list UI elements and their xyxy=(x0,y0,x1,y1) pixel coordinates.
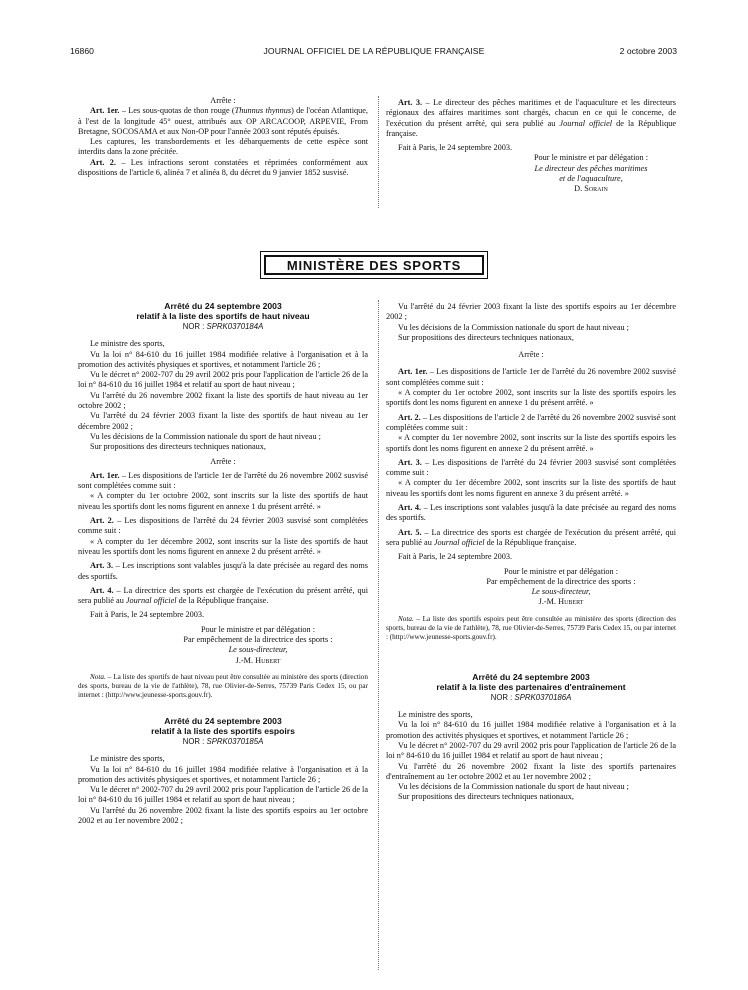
arrete1-sig-1: Pour le ministre et par délégation : xyxy=(200,624,316,634)
arrete3-p1: Le ministre des sports, xyxy=(398,710,473,720)
arrete2-p5: Vu l'arrêté du 24 février 2003 fixant la liste des sportifs espoirs au 1er décembre 2002 ; xyxy=(386,302,676,322)
arrete3-p2: Vu la loi n° 84-610 du 16 juillet 1984 modifiée relative à l'organisation et à la promotion des activités physiques et sportives, et notamment l'article 26 ; xyxy=(386,720,676,740)
arrete2-sig-4: J.-M. Hubert xyxy=(538,597,584,607)
arrete2-art1: Art. 1er. – Les dispositions de l'article 1er de l'arrêté du 26 novembre 2002 susvisé sont complétées comme suit : xyxy=(386,367,676,387)
arrete1-p4: Vu l'arrêté du 26 novembre 2002 fixant la liste des sportifs de haut niveau au 1er octobre 2002 ; xyxy=(78,390,368,411)
arrete1-p7: Sur propositions des directeurs techniques nationaux, xyxy=(90,442,266,452)
arrete1-p3: Vu le décret n° 2002-707 du 29 avril 2002 pris pour l'application de l'article 26 de la loi n° 84-610 du 16 juillet 1984 et relatif au sport de haut niveau ; xyxy=(78,370,368,390)
arrete3-p6: Sur propositions des directeurs techniques nationaux, xyxy=(398,792,574,802)
arrete2-art2-quote: « A compter du 1er novembre 2002, sont inscrits sur la liste des sportifs espoirs les sportifs dont les noms figurent en annexe 2 du présent arrêté. » xyxy=(386,433,676,453)
arrete2-art1-quote: « A compter du 1er octobre 2002, sont inscrits sur la liste des sportifs espoirs les sportifs dont les noms figurent en annexe 1 du présent arrêté. » xyxy=(386,388,676,408)
left-column xyxy=(78,301,368,826)
arrete1-nota: Nota. – La liste des sportifs de haut niveau peut être consultée au ministère des sports (direction des sports, bureau de la vie de l'athlète), 78, rue Olivier-de-Serres, 75739 Paris Cedex 15, ou par internet : (http://www.jeunesse-sports.gouv.fr). xyxy=(78,672,368,699)
arrete2-p4: Vu l'arrêté du 26 novembre 2002 fixant la liste des sportifs espoirs au 1er octobre 2002 et au 1er novembre 2002 ; xyxy=(78,805,368,825)
signature: D. Sorain xyxy=(574,184,608,194)
arrete1-p2: Vu la loi n° 84-610 du 16 juillet 1984 modifiée relative à l'organisation et à la promotion des activités physiques et sportives, et notamment l'article 26 ; xyxy=(78,349,368,369)
arrete3-p3: Vu le décret n° 2002-707 du 29 avril 2002 pris pour l'application de l'article 26 de la loi n° 84-610 du 16 juillet 1984 et relatif au sport de haut niveau ; xyxy=(386,740,676,761)
arrete2-art3: Art. 3. – Les dispositions de l'arrêté du 24 février 2003 susvisé sont complétées comme suit : xyxy=(386,457,676,478)
right-column xyxy=(386,302,676,803)
article-1: Art. 1er. – Les sous-quotas de thon rouge (Thunnus thynnus) de l'océan Atlantique, à l'est de la longitude 45° ouest, attribués aux OP ARCACOOP, ARPEVIE, From Bretagne, SOCOSAMA et aux Non-OP pour l'année 2003 sont réputés épuisés. xyxy=(78,106,368,136)
arrete1-sig-4: J.-M. Hubert xyxy=(235,655,281,665)
top-left-column xyxy=(78,96,368,178)
arrete2-p7: Sur propositions des directeurs techniques nationaux, xyxy=(398,332,574,342)
article-3: Art. 3. – Le directeur des pêches maritimes et de l'aquaculture et les directeurs régionaux des affaires maritimes sont chargés, chacun en ce qui le concerne, de l'exécution du présent arrêté, qui sera publié au Journal officiel de la République française. xyxy=(386,98,676,138)
arrete3-nor: NOR : SPRK0370186A xyxy=(490,692,572,702)
arrete2-p3: Vu le décret n° 2002-707 du 29 avril 2002 pris pour l'application de l'article 26 de la loi n° 84-610 du 16 juillet 1984 et relatif au sport de haut niveau ; xyxy=(78,785,368,805)
arrete2-sig-2: Par empêchement de la directrice des sports : xyxy=(486,576,636,586)
arrete-heading: Arrête : xyxy=(210,96,236,105)
arrete3-title-1: Arrêté du 24 septembre 2003 xyxy=(472,671,590,682)
arrete1-nor: NOR : SPRK0370184A xyxy=(182,322,264,331)
page-number: 16860 xyxy=(70,46,94,56)
arrete2-art5: Art. 5. – La directrice des sports est chargée de l'exécution du présent arrêté, qui sera publié au Journal officiel de la République française. xyxy=(386,527,676,547)
arrete2-p2: Vu la loi n° 84-610 du 16 juillet 1984 modifiée relative à l'organisation et à la promotion des activités physiques et sportives, et notamment l'article 26 ; xyxy=(78,764,368,784)
arrete1-p6: Vu les décisions de la Commission nationale du sport de haut niveau ; xyxy=(90,431,321,441)
arrete2-art2: Art. 2. – Les dispositions de l'article 2 de l'arrêté du 26 novembre 2002 susvisé sont complétées comme suit : xyxy=(386,412,676,432)
arrete2-sig-1: Pour le ministre et par délégation : xyxy=(503,566,619,576)
issue-date: 2 octobre 2003 xyxy=(619,46,677,56)
arrete1-art3: Art. 3. – Les inscriptions sont valables jusqu'à la date précisée au regard des noms des sportifs. xyxy=(78,561,368,581)
delegation-line: Pour le ministre et par délégation : xyxy=(533,153,649,163)
arrete2-art3-quote: « A compter du 1er décembre 2002, sont inscrits sur la liste des sportifs de haut niveau les sportifs dont les noms figurent en annexe 3 du présent arrêté. » xyxy=(386,478,676,498)
arrete1-sig-2: Par empêchement de la directrice des sports : xyxy=(183,635,333,645)
arrete2-art4: Art. 4. – Les inscriptions sont valables jusqu'à la date précisée au regard des noms des sportifs. xyxy=(386,503,676,523)
arrete2-p6: Vu les décisions de la Commission nationale du sport de haut niveau ; xyxy=(398,322,629,332)
arrete1-art2: Art. 2. – Les dispositions de l'arrêté du 24 février 2003 susvisé sont complétées comme suit : xyxy=(78,516,368,536)
arrete1-p5: Vu l'arrêté du 24 février 2003 fixant la liste des sportifs de haut niveau au 1er décembre 2002 ; xyxy=(78,411,368,431)
arrete1-title-2: relatif à la liste des sportifs de haut niveau xyxy=(136,311,310,321)
captures-paragraph: Les captures, les transbordements et les débarquements de cette espèce sont interdits dans la zone précitée. xyxy=(78,137,368,157)
directeur-line-1: Le directeur des pêches maritimes xyxy=(534,163,648,173)
arrete1-art1-quote: « A compter du 1er octobre 2002, sont inscrits sur la liste des sportifs de haut niveau les sportifs dont les noms figurent en annexe 1 du présent arrêté. » xyxy=(78,491,368,511)
arrete3-p5: Vu les décisions de la Commission nationale du sport de haut niveau ; xyxy=(398,782,629,792)
arrete2-fait: Fait à Paris, le 24 septembre 2003. xyxy=(398,552,513,562)
journal-title: JOURNAL OFFICIEL DE LA RÉPUBLIQUE FRANÇAISE xyxy=(263,46,485,56)
arrete1-title-1: Arrêté du 24 septembre 2003 xyxy=(164,301,282,311)
arrete1-art2-quote: « A compter du 1er décembre 2002, sont inscrits sur la liste des sportifs de haut niveau les sportifs dont les noms figurent en annexe 2 du présent arrêté. » xyxy=(78,536,368,556)
arrete2-nota: Nota. – La liste des sportifs espoirs peut être consultée au ministère des sports (direction des sports, bureau de la vie de l'athlète), 78, rue Olivier-de-Serres, 75739 Paris Cedex 15, ou par internet : (http://www.jeunesse-sports.gouv.fr). xyxy=(386,614,676,641)
column-divider-top xyxy=(378,96,379,208)
arrete1-p1: Le ministre des sports, xyxy=(90,339,165,349)
fait-a-paris: Fait à Paris, le 24 septembre 2003. xyxy=(398,143,513,153)
arrete1-arrete: Arrête : xyxy=(210,456,236,466)
ministry-heading-box xyxy=(260,251,488,279)
article-2: Art. 2. – Les infractions seront constatées et réprimées conformément aux dispositions de l'article 6, alinéa 7 et alinéa 8, du décret du 9 janvier 1852 susvisé. xyxy=(78,157,368,178)
page-header xyxy=(0,46,748,62)
ministry-heading: MINISTÈRE DES SPORTS xyxy=(264,255,484,275)
arrete2-nor: NOR : SPRK0370185A xyxy=(182,736,264,746)
arrete2-sig-3: Le sous-directeur, xyxy=(531,587,591,597)
arrete2-title-2: relatif à la liste des sportifs espoirs xyxy=(151,725,295,736)
directeur-line-2: et de l'aquaculture, xyxy=(559,174,623,184)
top-right-column xyxy=(386,98,676,195)
arrete2-p1: Le ministre des sports, xyxy=(90,754,165,764)
arrete3-title-2: relatif à la liste des partenaires d'entraînement xyxy=(436,681,626,692)
arrete1-art4: Art. 4. – La directrice des sports est chargée de l'exécution du présent arrêté, qui sera publié au Journal officiel de la République française. xyxy=(78,585,368,606)
column-divider-main xyxy=(378,300,379,970)
arrete1-sig-3: Le sous-directeur, xyxy=(228,645,288,655)
arrete2-title-1: Arrêté du 24 septembre 2003 xyxy=(164,715,282,726)
arrete1-art1: Art. 1er. – Les dispositions de l'article 1er de l'arrêté du 26 novembre 2002 susvisé sont complétées comme suit : xyxy=(78,470,368,491)
arrete1-fait: Fait à Paris, le 24 septembre 2003. xyxy=(90,610,205,620)
arrete3-p4: Vu l'arrêté du 26 novembre 2002 fixant la liste des sportifs partenaires d'entraînement au 1er octobre 2002 et au 1er novembre 2002 ; xyxy=(386,761,676,781)
arrete2-arrete: Arrête : xyxy=(518,350,544,360)
